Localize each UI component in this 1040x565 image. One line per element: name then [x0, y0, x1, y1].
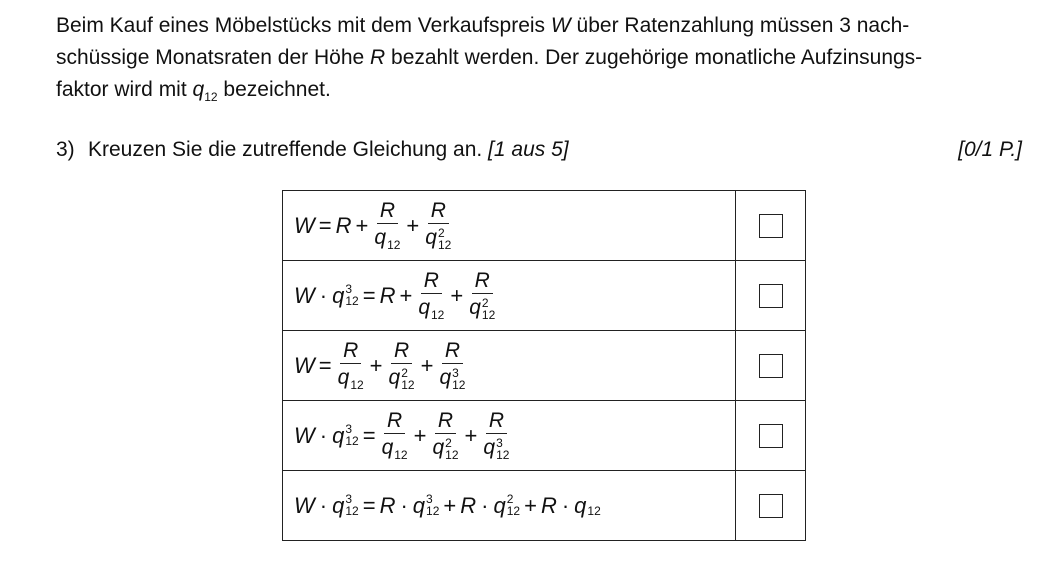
option-2-checkbox-cell — [736, 261, 806, 331]
option-row-1 — [283, 191, 806, 261]
option-5-equation: W · q 3 12 = R · q 3 12 + R · q 2 12 + R · q 12 — [283, 471, 736, 541]
option-4-checkbox-cell — [736, 401, 806, 471]
option-5-checkbox[interactable] — [759, 494, 783, 518]
problem-statement — [56, 10, 1016, 113]
question-points: [0/1 P.] — [958, 138, 1022, 161]
answer-options-table — [282, 190, 806, 541]
option-row-5 — [283, 471, 806, 541]
question-number: 3) — [56, 138, 75, 161]
option-3-checkbox[interactable] — [759, 354, 783, 378]
option-2-equation: W · q 3 12 = R + R q 12 + R q 2 12 — [283, 261, 736, 331]
option-row-4 — [283, 401, 806, 471]
intro-line-2: schüssige Monatsraten der Höhe R bezahlt werden. Der zugehörige monatliche Aufzinsungs- — [56, 46, 923, 69]
option-1-equation: W = R + R q 12 + R q 2 12 — [283, 191, 736, 261]
option-2-checkbox[interactable] — [759, 284, 783, 308]
question-text: Kreuzen Sie die zutreffende Gleichung an. — [88, 138, 489, 161]
option-row-3 — [283, 331, 806, 401]
option-5-checkbox-cell — [736, 471, 806, 541]
option-1-checkbox-cell — [736, 191, 806, 261]
question-hint: [1 aus 5] — [488, 138, 569, 161]
intro-line-3: faktor wird mit $q_{12}$ bezeichnet. — [56, 78, 331, 104]
option-row-2 — [283, 261, 806, 331]
option-3-checkbox-cell — [736, 331, 806, 401]
option-4-checkbox[interactable] — [759, 424, 783, 448]
intro-line-1: Beim Kauf eines Möbelstücks mit dem Verkaufspreis W über Ratenzahlung müssen 3 nach- — [56, 14, 910, 37]
option-1-checkbox[interactable] — [759, 214, 783, 238]
question-line — [56, 134, 1022, 166]
option-4-equation: W · q 3 12 = R q 12 + R q 2 12 + R q 3 12 — [283, 401, 736, 471]
option-3-equation: W = R q 12 + R q 2 12 + R q 3 12 — [283, 331, 736, 401]
